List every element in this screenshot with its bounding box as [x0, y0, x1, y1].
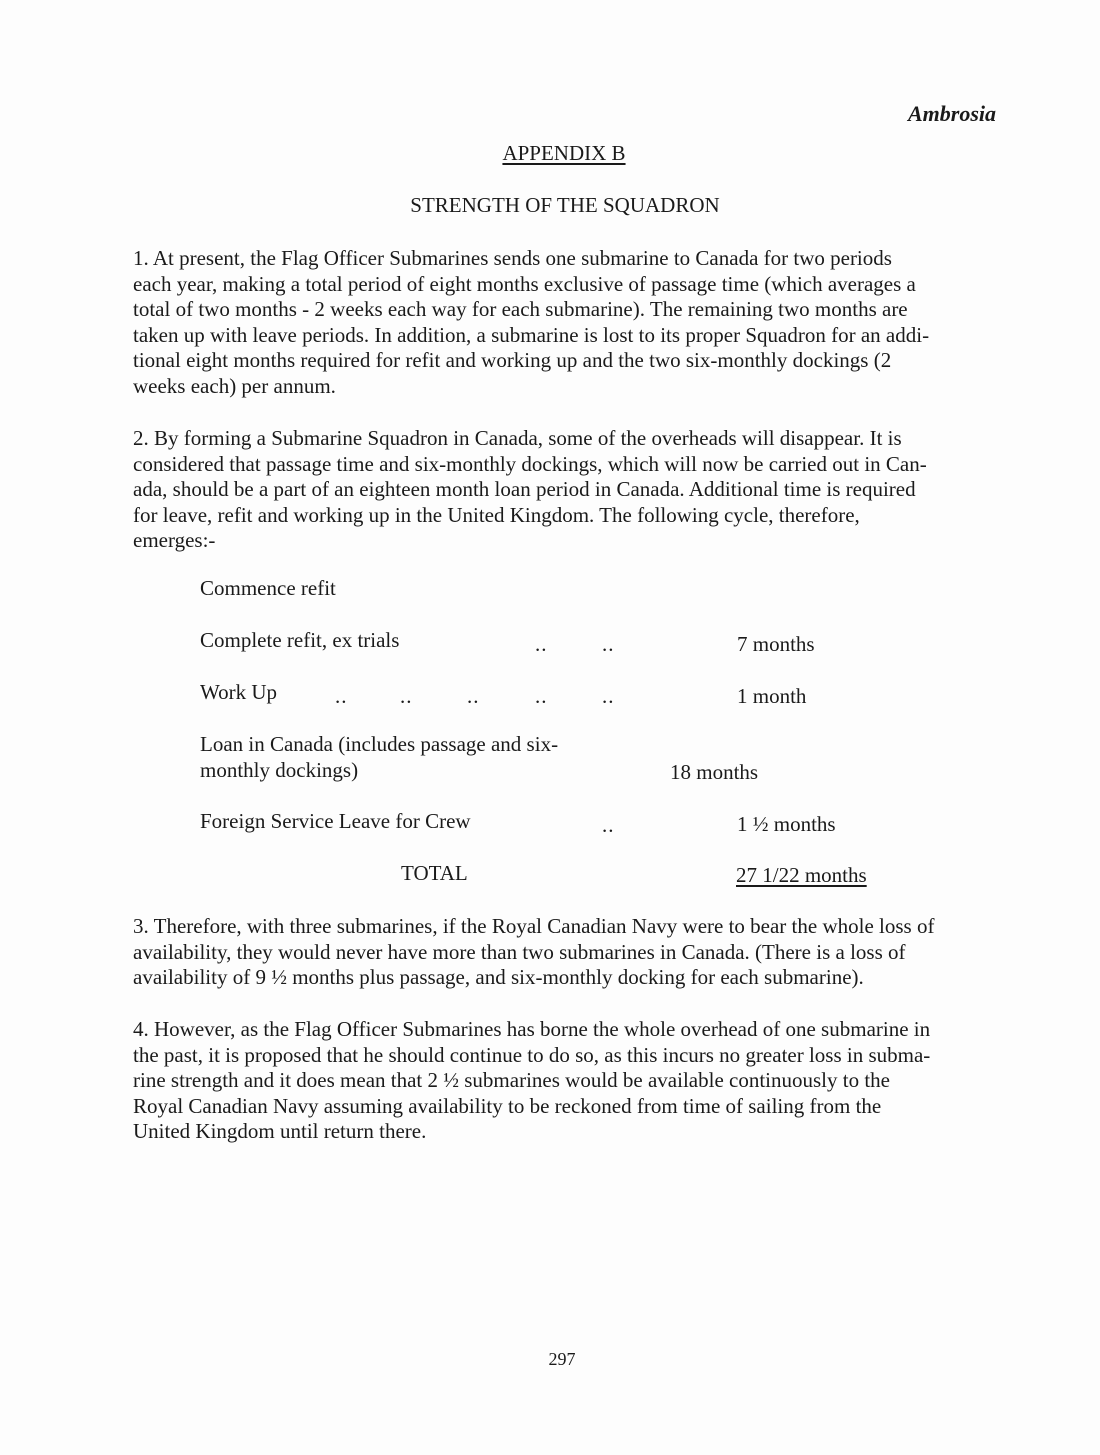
cycle-row-label: Loan in Canada (includes passage and six- monthly dockings): [200, 732, 559, 782]
paragraph-line: United Kingdom until return there.: [133, 1119, 427, 1144]
paragraph-3: [133, 914, 993, 991]
paragraph-4: [133, 1017, 993, 1145]
leader-dots: ..: [602, 632, 615, 656]
leader-dots: ..: [602, 684, 615, 708]
cycle-total-label: TOTAL: [401, 861, 468, 885]
paragraph-line: availability of 9 ½ months plus passage, and six-monthly docking for each submarine).: [133, 965, 864, 990]
cycle-row-label: Foreign Service Leave for Crew: [200, 809, 471, 833]
paragraph-line: for leave, refit and working up in the United Kingdom. The following cycle, therefore,: [133, 502, 860, 527]
paragraph-line: ada, should be a part of an eighteen month loan period in Canada. Additional time is required: [133, 477, 916, 502]
cycle-row-value: 7 months: [737, 632, 815, 656]
page-number: 297: [548, 1349, 576, 1369]
paragraph-line: considered that passage time and six-monthly dockings, which will now be carried out in Can-: [133, 451, 927, 476]
cycle-row-value: 1 month: [737, 684, 807, 708]
cycle-row-label: Work Up: [200, 680, 278, 704]
paragraph-line: 3. Therefore, with three submarines, if the Royal Canadian Navy were to bear the whole loss of: [133, 914, 935, 938]
paragraph-line: total of two months - 2 weeks each way for each submarine). The remaining two months are: [133, 297, 908, 322]
leader-dots: ..: [335, 684, 348, 708]
running-head: Ambrosia: [907, 101, 996, 126]
leader-dots: ..: [400, 684, 413, 708]
cycle-row-value: 1 ½ months: [737, 812, 836, 836]
paragraph-line: 1. At present, the Flag Officer Submarines sends one submarine to Canada for two periods: [133, 246, 892, 270]
leader-dots: ..: [467, 684, 480, 708]
paragraph-line: the past, it is proposed that he should continue to do so, as this incurs no greater loss in subma-: [133, 1042, 931, 1067]
section-title: STRENGTH OF THE SQUADRON: [410, 193, 720, 217]
paragraph-line: rine strength and it does mean that 2 ½ submarines would be available continuously to the: [133, 1068, 890, 1093]
appendix-title: APPENDIX B: [502, 141, 626, 165]
cycle-row-value: 18 months: [670, 760, 759, 784]
leader-dots: ..: [602, 813, 615, 837]
paragraph-line: 4. However, as the Flag Officer Submarines has borne the whole overhead of one submarine in: [133, 1017, 931, 1041]
paragraph-2: [133, 426, 993, 554]
cycle-row-label: Complete refit, ex trials: [200, 628, 400, 652]
paragraph-line: 2. By forming a Submarine Squadron in Canada, some of the overheads will disappear. It is: [133, 426, 902, 450]
paragraph-1: [133, 246, 993, 400]
paragraph-line: weeks each) per annum.: [133, 373, 336, 398]
leader-dots: ..: [535, 684, 548, 708]
paragraph-line: tional eight months required for refit and working up and the two six-monthly dockings (2: [133, 348, 892, 373]
cycle-row-label: Commence refit: [200, 576, 336, 600]
paragraph-line: emerges:-: [133, 528, 216, 553]
paragraph-line: taken up with leave periods. In addition, a submarine is lost to its proper Squadron for an addi-: [133, 322, 930, 347]
paragraph-line: availability, they would never have more than two submarines in Canada. (There is a loss of: [133, 939, 906, 964]
paragraph-line: Royal Canadian Navy assuming availability to be reckoned from time of sailing from the: [133, 1093, 882, 1118]
leader-dots: ..: [535, 632, 548, 656]
cycle-total-value: 27 1/22 months: [736, 863, 867, 887]
paragraph-line: each year, making a total period of eight months exclusive of passage time (which averages a: [133, 271, 916, 296]
